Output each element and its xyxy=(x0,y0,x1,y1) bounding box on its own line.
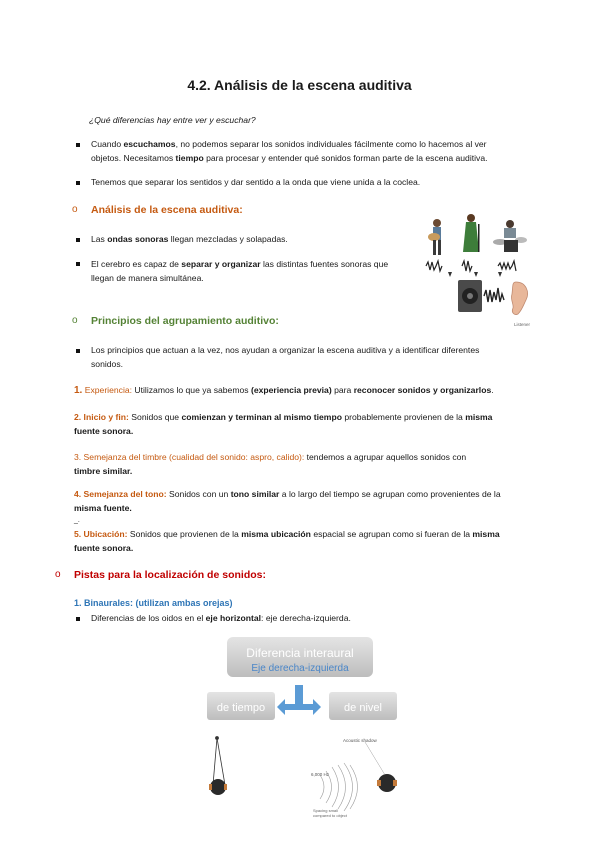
spacing-label-2: compared to object xyxy=(313,813,348,818)
ear-icon xyxy=(511,282,527,315)
time-difference-figure xyxy=(213,737,225,786)
paragraph-cerebro: El cerebro es capaz de separar y organizar las distintas fuentes sonoras que llegan de manera simultánea. xyxy=(91,259,389,283)
circle-bullet: o xyxy=(72,315,78,326)
dash-mark: _. xyxy=(74,517,80,524)
speaker-icon xyxy=(458,280,482,312)
frequency-label: 6,000 Hz xyxy=(311,772,330,777)
listener-label: Listener xyxy=(514,322,531,327)
heading-pistas: Pistas para la localización de sonidos: xyxy=(74,569,266,581)
arrows-down xyxy=(448,272,502,277)
circle-bullet: o xyxy=(72,204,78,215)
principle-tono: 4. Semejanza del tono: Sonidos con un tono similar a lo largo del tiempo se agrupan como provenientes de la misma fuente. xyxy=(74,489,501,513)
head-right-icon xyxy=(377,774,397,792)
interaural-diagram xyxy=(195,635,410,845)
spacing-label-1: Spacing small xyxy=(313,808,338,813)
bullet-marker xyxy=(76,349,80,353)
waveforms xyxy=(426,261,516,271)
subtitle-question: ¿Qué diferencias hay entre ver y escuchar? xyxy=(89,115,256,125)
auditory-scene-illustration xyxy=(418,210,538,328)
mixed-waveform xyxy=(484,288,504,302)
principle-experiencia: 1. Experiencia: Utilizamos lo que ya sabemos (experiencia previa) para reconocer sonidos y organizarlos. xyxy=(74,385,494,396)
guitarist-figure xyxy=(428,219,441,255)
acoustic-shadow-figure xyxy=(320,763,358,811)
diagram-right-label: de nivel xyxy=(344,702,382,714)
heading-analisis: Análisis de la escena auditiva: xyxy=(91,204,243,216)
bullet-marker xyxy=(76,181,80,185)
paragraph-ondas: Las ondas sonoras llegan mezcladas y solapadas. xyxy=(91,234,288,244)
principle-inicio-fin: 2. Inicio y fin: Sonidos que comienzan y terminan al mismo tiempo probablemente provienen de la misma fuente sonora. xyxy=(74,412,493,436)
acoustic-shadow-label: Acoustic shadow xyxy=(343,738,377,743)
paragraph-eje-horizontal: Diferencias de los oidos en el eje horizontal: eje derecha-izquierda. xyxy=(91,613,351,623)
paragraph-separar-sentidos: Tenemos que separar los sentidos y dar sentido a la onda que viene unida a la coclea. xyxy=(91,177,421,187)
principle-ubicacion: 5. Ubicación: Sonidos que provienen de la misma ubicación espacial se agrupan como si fueran de la misma fuente sonora. xyxy=(74,529,500,553)
heading-principios: Principios del agrupamiento auditivo: xyxy=(91,315,279,327)
bullet-marker xyxy=(76,238,80,242)
paragraph-escuchamos: Cuando escuchamos, no podemos separar los sonidos individuales fácilmente como lo hacemos al ver objetos. Necesitamos tiempo para procesar y entender qué sonidos forman parte de la escena auditiva. xyxy=(91,139,488,163)
paragraph-principios: Los principios que actuan a la vez, nos ayudan a organizar la escena auditiva y a identificar diferentes sonidos. xyxy=(91,345,480,369)
drummer-figure xyxy=(493,220,527,252)
diagram-left-label: de tiempo xyxy=(216,702,266,714)
diagram-arrows xyxy=(277,685,321,715)
bullet-marker xyxy=(76,262,80,266)
diagram-top-title: Diferencia interaural xyxy=(246,646,354,660)
heading-binaurales: 1. Binaurales: (utilizan ambas orejas) xyxy=(74,598,233,608)
bullet-marker xyxy=(76,143,80,147)
principle-timbre: 3. Semejanza del timbre (cualidad del sonido: aspro, calido): tendemos a agrupar aquellos sonidos con timbre similar. xyxy=(74,452,467,476)
singer-figure xyxy=(463,214,480,252)
page-title: 4.2. Análisis de la escena auditiva xyxy=(187,77,412,93)
bullet-marker xyxy=(76,617,80,621)
diagram-top-subtitle: Eje derecha-izquierda xyxy=(251,663,349,674)
circle-bullet: o xyxy=(55,569,61,580)
